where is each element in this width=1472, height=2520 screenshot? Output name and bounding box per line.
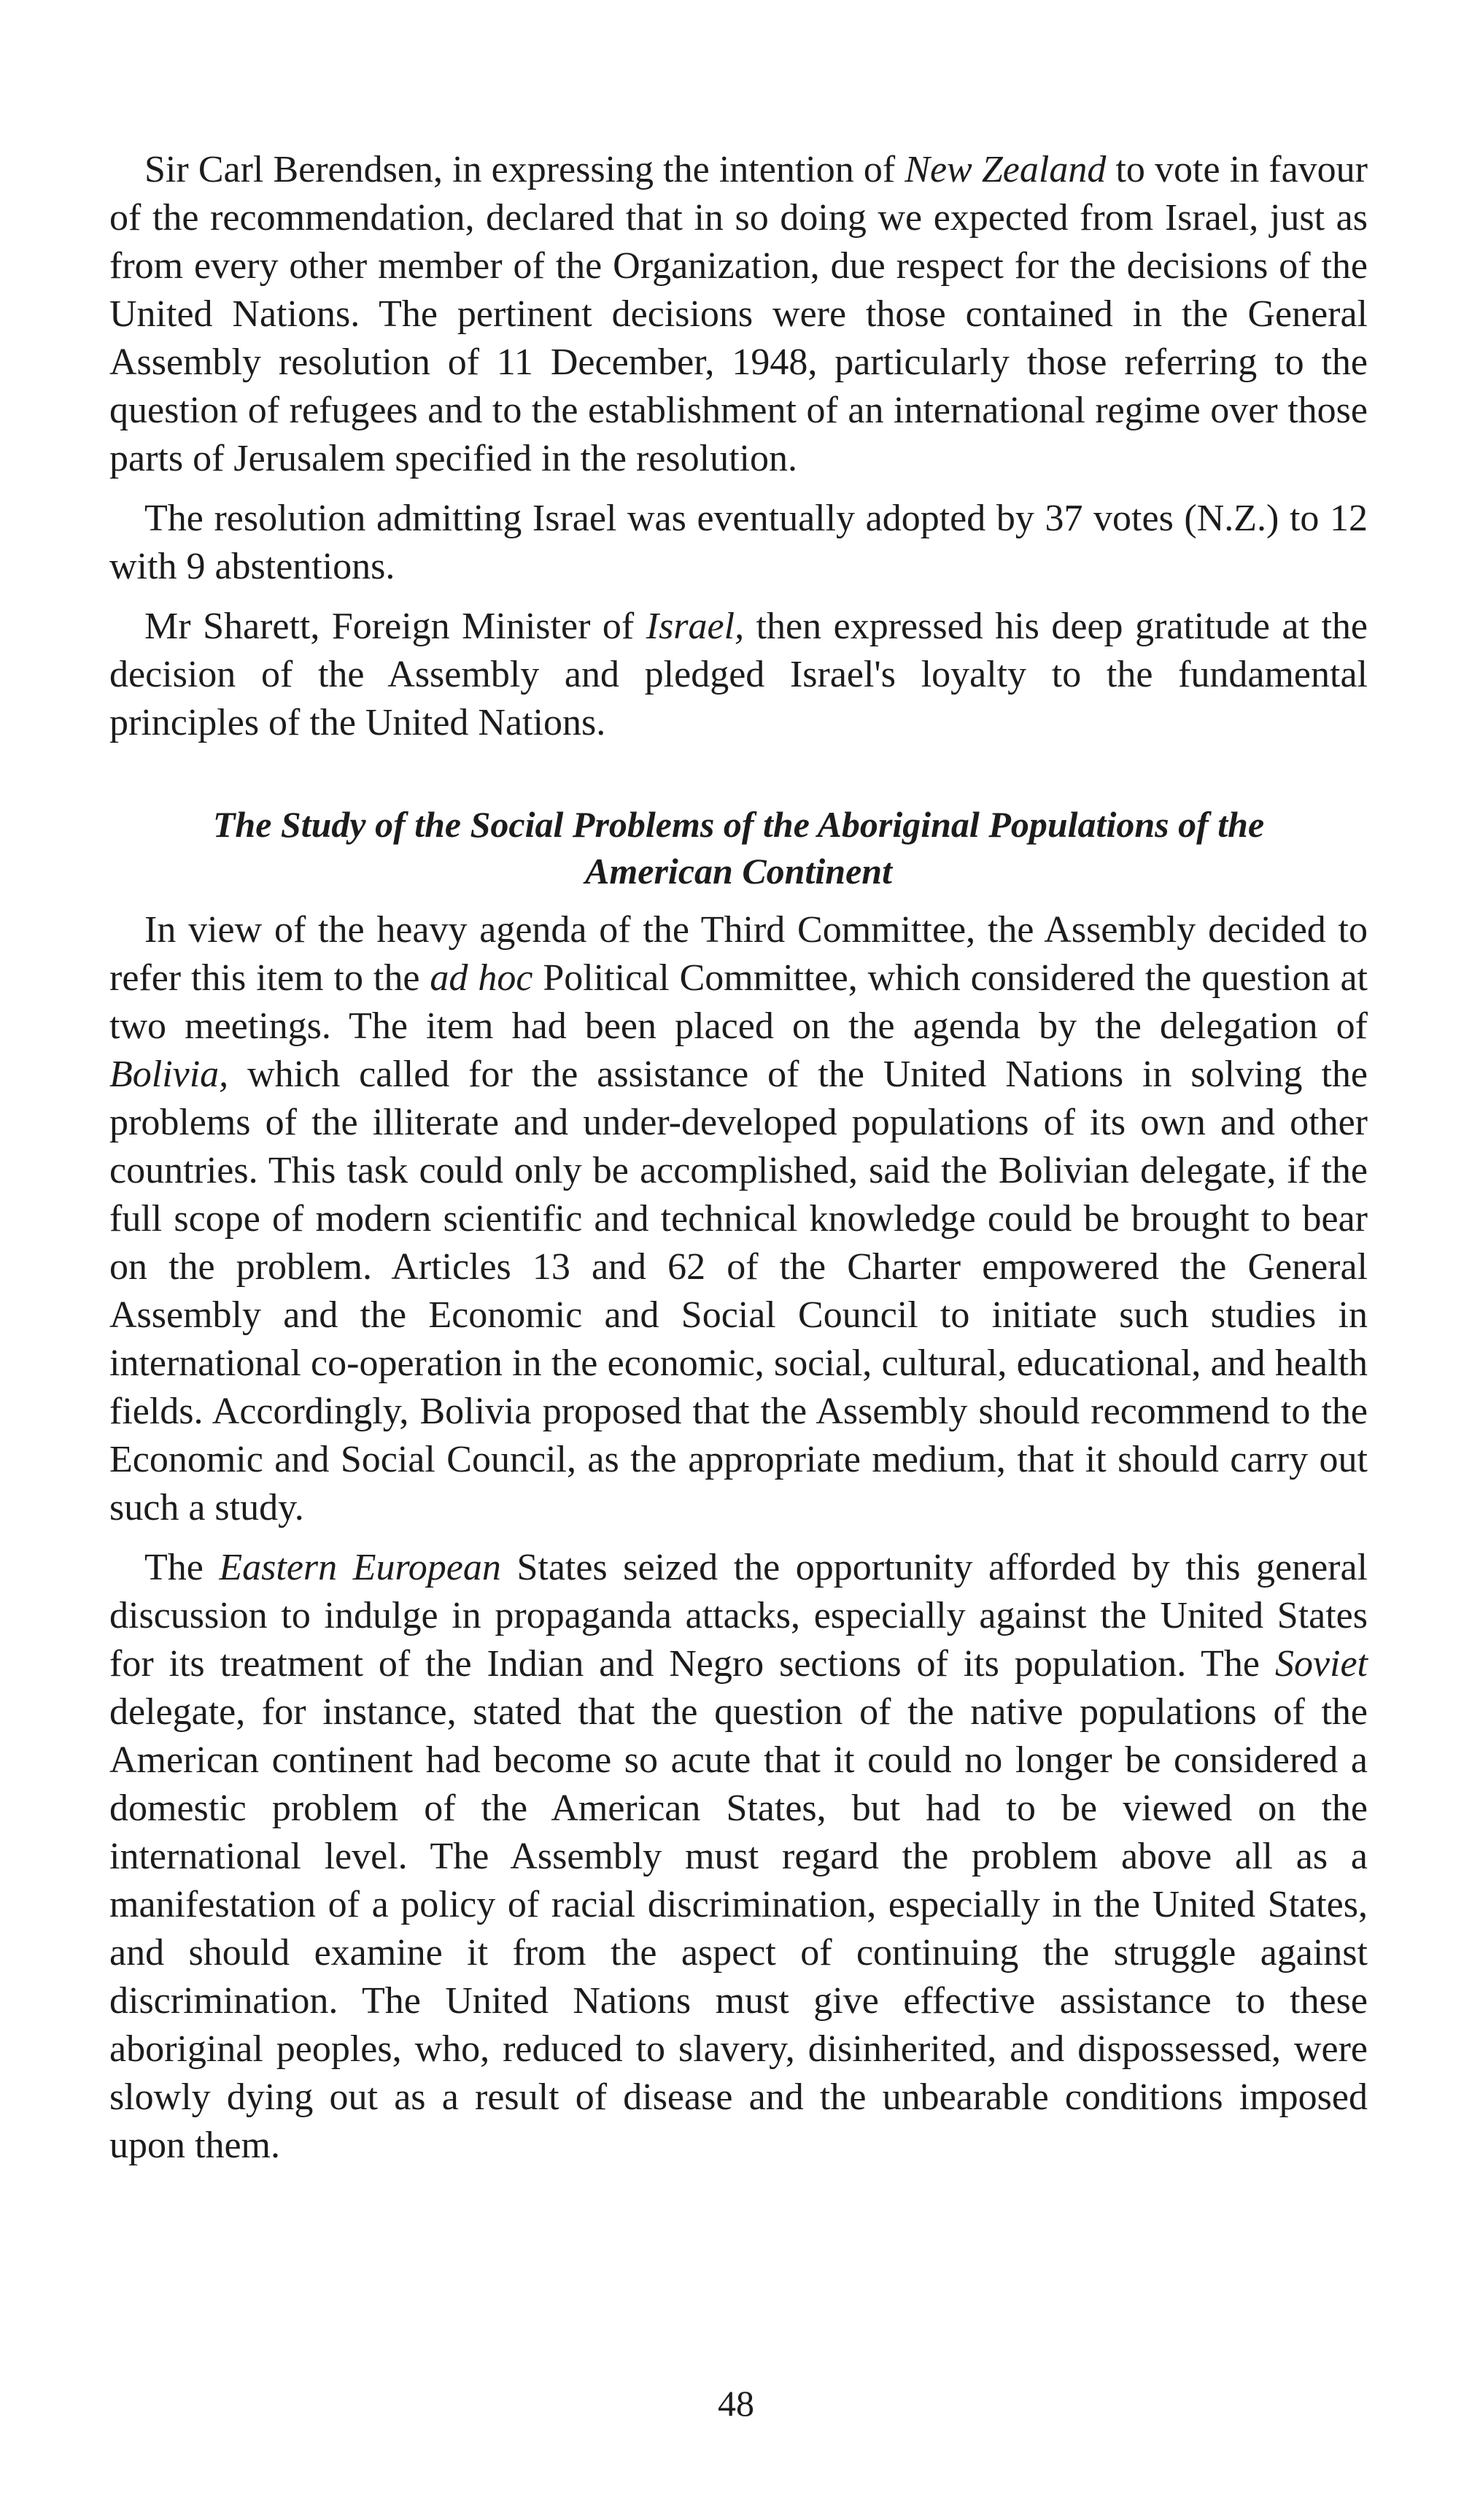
paragraph-text: delegate, for instance, stated that the question of the native populations of the American continent had become so acute that it could no longer be considered a domestic problem of the American States, but had to be viewed on the international level. The Assembly must regard the problem above all as a manifestation of a policy of racial discrimination, especially in the United States, and should examine it from the aspect of continuing the struggle against discrimination. The United Nations must give effective assistance to these aboriginal peoples, who, reduced to slavery, disinherited, and dispossessed, were slowly dying out as a result of disease and the unbearable conditions imposed upon them. — [109, 1691, 1368, 2166]
paragraph-text: to vote in favour of the recommendation, declared that in so doing we expected from Israel, just as from every other member of the Organization, due respect for the decisions of the United Nations. The pertinent decisions were those contained in the General Assembly resolution of 11 December, 1948, particularly those referring to the question of refugees and to the establishment of an international regime over those parts of Jerusalem specified in the resolution. — [109, 149, 1368, 479]
paragraph-text: which called for the assistance of the United Nations in solving the problems of the illiterate and under-developed populations of its own and other countries. This task could only be accomplished, said the Bolivian delegate, if the full scope of modern scientific and technical knowledge could be brought to bear on the problem. Articles 13 and 62 of the Charter empowered the General Assembly and the Economic and Social Council to initiate such studies in international co-operation in the economic, social, cultural, educational, and health fields. Accordingly, Bolivia proposed that the Assembly should recommend to the Economic and Social Council, as the appropriate medium, that it should carry out such a study. — [109, 1054, 1368, 1528]
paragraph-text: The — [144, 1547, 220, 1588]
page-number: 48 — [718, 2383, 754, 2424]
paragraph-sharett-gratitude — [109, 603, 1368, 747]
paragraph-eastern-european-propaganda — [109, 1544, 1368, 2170]
section-heading-line-2: American Continent — [585, 851, 892, 892]
paragraph-text: In view of the heavy agenda of the Third Committee, the Assembly decided to refer this item to the — [109, 909, 1368, 999]
paragraph-resolution-adopted — [109, 495, 1368, 591]
country-name-israel: Israel, — [646, 606, 745, 647]
paragraph-text: States seized the opportunity afforded by this general discussion to indulge in propaganda attacks, especially against the United States for its treatment of the Indian and Negro sections of its population. The — [109, 1547, 1368, 1685]
country-name-bolivia: Bolivia, — [109, 1054, 229, 1095]
section-heading — [109, 801, 1368, 894]
term-soviet: Soviet — [1274, 1643, 1368, 1685]
paragraph-bolivia-proposal — [109, 906, 1368, 1532]
term-ad-hoc: ad hoc — [430, 957, 533, 999]
term-eastern-european: Eastern European — [219, 1547, 501, 1588]
paragraph-new-zealand-vote — [109, 146, 1368, 483]
paragraph-text: Political Committee, which considered the question at two meetings. The item had been placed on the agenda by the delegation of — [109, 957, 1368, 1047]
country-name-new-zealand: New Zealand — [904, 149, 1107, 190]
paragraph-text: The resolution admitting Israel was eventually adopted by 37 votes (N.Z.) to 12 with 9 abstentions. — [109, 498, 1368, 587]
section-heading-line-1: The Study of the Social Problems of the Aboriginal Populations of the — [212, 804, 1265, 845]
paragraph-text: Mr Sharett, Foreign Minister of — [144, 606, 646, 647]
paragraph-text: then expressed his deep gratitude at the decision of the Assembly and pledged Israel's loyalty to the fundamental principles of the United Nations. — [109, 606, 1368, 743]
paragraph-text: Sir Carl Berendsen, in expressing the intention of — [144, 149, 905, 190]
page-body — [109, 146, 1368, 2170]
